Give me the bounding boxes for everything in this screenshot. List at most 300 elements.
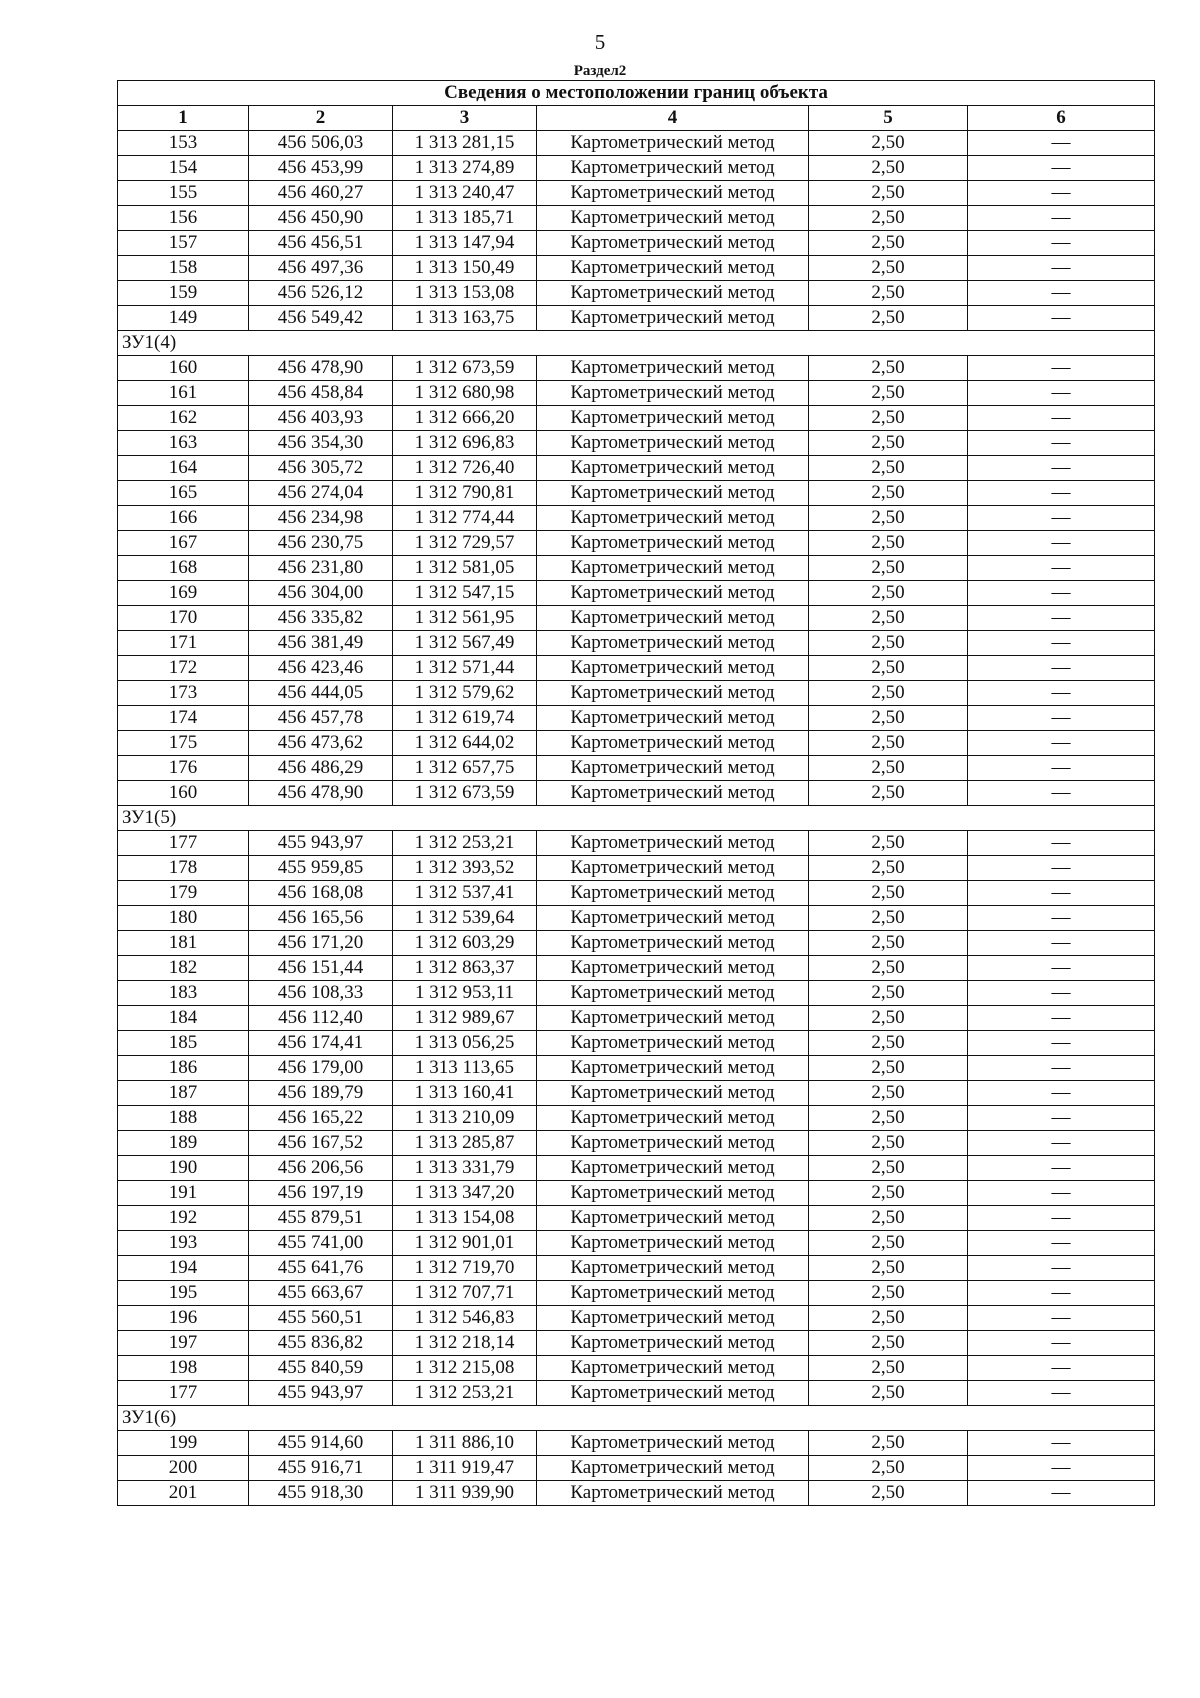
cell-y-coordinate: 1 312 680,98 (393, 381, 537, 406)
cell-method: Картометрический метод (537, 1156, 809, 1181)
cell-description: — (968, 1431, 1155, 1456)
cell-y-coordinate: 1 312 215,08 (393, 1356, 537, 1381)
cell-method: Картометрический метод (537, 406, 809, 431)
cell-method: Картометрический метод (537, 681, 809, 706)
cell-accuracy: 2,50 (809, 831, 968, 856)
cell-method: Картометрический метод (537, 1481, 809, 1506)
cell-x-coordinate: 455 560,51 (249, 1306, 393, 1331)
cell-y-coordinate: 1 312 537,41 (393, 881, 537, 906)
cell-point-number: 166 (118, 506, 249, 531)
cell-method: Картометрический метод (537, 1206, 809, 1231)
cell-x-coordinate: 456 151,44 (249, 956, 393, 981)
cell-point-number: 190 (118, 1156, 249, 1181)
cell-point-number: 183 (118, 981, 249, 1006)
cell-point-number: 185 (118, 1031, 249, 1056)
table-row (118, 1081, 1155, 1106)
cell-description: — (968, 856, 1155, 881)
table-row (118, 1031, 1155, 1056)
cell-y-coordinate: 1 312 901,01 (393, 1231, 537, 1256)
cell-x-coordinate: 456 381,49 (249, 631, 393, 656)
cell-point-number: 175 (118, 731, 249, 756)
cell-method: Картометрический метод (537, 1006, 809, 1031)
cell-y-coordinate: 1 313 285,87 (393, 1131, 537, 1156)
cell-y-coordinate: 1 312 719,70 (393, 1256, 537, 1281)
cell-x-coordinate: 456 456,51 (249, 231, 393, 256)
cell-accuracy: 2,50 (809, 1156, 968, 1181)
cell-x-coordinate: 456 171,20 (249, 931, 393, 956)
cell-description: — (968, 1356, 1155, 1381)
cell-method: Картометрический метод (537, 1106, 809, 1131)
cell-accuracy: 2,50 (809, 256, 968, 281)
group-label: ЗУ1(4) (118, 331, 1155, 356)
cell-description: — (968, 1006, 1155, 1031)
cell-accuracy: 2,50 (809, 1356, 968, 1381)
cell-point-number: 157 (118, 231, 249, 256)
cell-accuracy: 2,50 (809, 981, 968, 1006)
cell-method: Картометрический метод (537, 1381, 809, 1406)
cell-point-number: 159 (118, 281, 249, 306)
cell-point-number: 170 (118, 606, 249, 631)
cell-point-number: 160 (118, 356, 249, 381)
cell-x-coordinate: 456 165,22 (249, 1106, 393, 1131)
cell-accuracy: 2,50 (809, 231, 968, 256)
cell-description: — (968, 631, 1155, 656)
cell-method: Картометрический метод (537, 1031, 809, 1056)
table-row (118, 1156, 1155, 1181)
cell-y-coordinate: 1 312 539,64 (393, 906, 537, 931)
cell-method: Картометрический метод (537, 1081, 809, 1106)
cell-point-number: 163 (118, 431, 249, 456)
cell-x-coordinate: 455 663,67 (249, 1281, 393, 1306)
cell-x-coordinate: 456 478,90 (249, 781, 393, 806)
cell-point-number: 199 (118, 1431, 249, 1456)
cell-description: — (968, 231, 1155, 256)
cell-y-coordinate: 1 312 644,02 (393, 731, 537, 756)
table-row (118, 1056, 1155, 1081)
table-row (118, 181, 1155, 206)
column-header-1: 1 (118, 106, 249, 131)
cell-y-coordinate: 1 312 218,14 (393, 1331, 537, 1356)
cell-x-coordinate: 456 450,90 (249, 206, 393, 231)
cell-description: — (968, 931, 1155, 956)
cell-point-number: 193 (118, 1231, 249, 1256)
cell-accuracy: 2,50 (809, 1381, 968, 1406)
cell-accuracy: 2,50 (809, 581, 968, 606)
cell-x-coordinate: 456 168,08 (249, 881, 393, 906)
cell-description: — (968, 1456, 1155, 1481)
table-caption: Сведения о местоположении границ объекта (118, 81, 1155, 106)
table-row (118, 656, 1155, 681)
cell-method: Картометрический метод (537, 1231, 809, 1256)
cell-description: — (968, 1331, 1155, 1356)
cell-y-coordinate: 1 312 666,20 (393, 406, 537, 431)
column-header-5: 5 (809, 106, 968, 131)
cell-accuracy: 2,50 (809, 1256, 968, 1281)
cell-accuracy: 2,50 (809, 531, 968, 556)
cell-accuracy: 2,50 (809, 481, 968, 506)
cell-point-number: 177 (118, 1381, 249, 1406)
cell-accuracy: 2,50 (809, 1031, 968, 1056)
cell-accuracy: 2,50 (809, 606, 968, 631)
table-row (118, 131, 1155, 156)
cell-y-coordinate: 1 313 331,79 (393, 1156, 537, 1181)
cell-x-coordinate: 455 836,82 (249, 1331, 393, 1356)
cell-x-coordinate: 456 403,93 (249, 406, 393, 431)
cell-x-coordinate: 456 453,99 (249, 156, 393, 181)
cell-x-coordinate: 455 641,76 (249, 1256, 393, 1281)
cell-accuracy: 2,50 (809, 306, 968, 331)
cell-method: Картометрический метод (537, 581, 809, 606)
cell-x-coordinate: 456 497,36 (249, 256, 393, 281)
group-label: ЗУ1(6) (118, 1406, 1155, 1431)
table-row (118, 1256, 1155, 1281)
table-row (118, 1331, 1155, 1356)
cell-y-coordinate: 1 312 603,29 (393, 931, 537, 956)
cell-description: — (968, 581, 1155, 606)
cell-accuracy: 2,50 (809, 681, 968, 706)
cell-point-number: 153 (118, 131, 249, 156)
column-header-2: 2 (249, 106, 393, 131)
cell-description: — (968, 1031, 1155, 1056)
cell-x-coordinate: 455 741,00 (249, 1231, 393, 1256)
cell-description: — (968, 356, 1155, 381)
cell-accuracy: 2,50 (809, 406, 968, 431)
cell-method: Картометрический метод (537, 656, 809, 681)
cell-point-number: 158 (118, 256, 249, 281)
cell-x-coordinate: 456 478,90 (249, 356, 393, 381)
cell-method: Картометрический метод (537, 381, 809, 406)
cell-method: Картометрический метод (537, 1356, 809, 1381)
cell-method: Картометрический метод (537, 731, 809, 756)
cell-y-coordinate: 1 313 240,47 (393, 181, 537, 206)
cell-x-coordinate: 456 231,80 (249, 556, 393, 581)
column-header-3: 3 (393, 106, 537, 131)
cell-accuracy: 2,50 (809, 631, 968, 656)
cell-description: — (968, 1156, 1155, 1181)
table-row (118, 1231, 1155, 1256)
table-row (118, 156, 1155, 181)
cell-description: — (968, 906, 1155, 931)
cell-method: Картометрический метод (537, 1281, 809, 1306)
cell-method: Картометрический метод (537, 506, 809, 531)
cell-y-coordinate: 1 312 863,37 (393, 956, 537, 981)
cell-point-number: 173 (118, 681, 249, 706)
cell-y-coordinate: 1 312 790,81 (393, 481, 537, 506)
cell-accuracy: 2,50 (809, 906, 968, 931)
cell-description: — (968, 481, 1155, 506)
cell-x-coordinate: 455 916,71 (249, 1456, 393, 1481)
cell-point-number: 198 (118, 1356, 249, 1381)
cell-y-coordinate: 1 312 561,95 (393, 606, 537, 631)
cell-x-coordinate: 456 549,42 (249, 306, 393, 331)
cell-y-coordinate: 1 313 163,75 (393, 306, 537, 331)
cell-y-coordinate: 1 311 886,10 (393, 1431, 537, 1456)
table-row (118, 1106, 1155, 1131)
cell-description: — (968, 1181, 1155, 1206)
cell-description: — (968, 1056, 1155, 1081)
cell-accuracy: 2,50 (809, 931, 968, 956)
cell-x-coordinate: 456 458,84 (249, 381, 393, 406)
cell-x-coordinate: 456 335,82 (249, 606, 393, 631)
cell-x-coordinate: 456 444,05 (249, 681, 393, 706)
table-row (118, 1131, 1155, 1156)
cell-description: — (968, 406, 1155, 431)
cell-y-coordinate: 1 313 281,15 (393, 131, 537, 156)
cell-x-coordinate: 456 486,29 (249, 756, 393, 781)
cell-accuracy: 2,50 (809, 1006, 968, 1031)
cell-method: Картометрический метод (537, 606, 809, 631)
cell-y-coordinate: 1 313 160,41 (393, 1081, 537, 1106)
cell-method: Картометрический метод (537, 906, 809, 931)
cell-description: — (968, 506, 1155, 531)
cell-description: — (968, 706, 1155, 731)
cell-y-coordinate: 1 312 774,44 (393, 506, 537, 531)
cell-x-coordinate: 455 840,59 (249, 1356, 393, 1381)
cell-point-number: 168 (118, 556, 249, 581)
table-row (118, 606, 1155, 631)
table-row (118, 481, 1155, 506)
cell-accuracy: 2,50 (809, 206, 968, 231)
cell-method: Картометрический метод (537, 256, 809, 281)
table-row (118, 756, 1155, 781)
cell-x-coordinate: 456 167,52 (249, 1131, 393, 1156)
cell-x-coordinate: 455 943,97 (249, 1381, 393, 1406)
cell-accuracy: 2,50 (809, 756, 968, 781)
cell-y-coordinate: 1 312 619,74 (393, 706, 537, 731)
cell-description: — (968, 1256, 1155, 1281)
cell-method: Картометрический метод (537, 431, 809, 456)
cell-x-coordinate: 456 206,56 (249, 1156, 393, 1181)
cell-point-number: 154 (118, 156, 249, 181)
cell-y-coordinate: 1 312 567,49 (393, 631, 537, 656)
cell-point-number: 184 (118, 1006, 249, 1031)
cell-point-number: 160 (118, 781, 249, 806)
cell-description: — (968, 306, 1155, 331)
cell-point-number: 155 (118, 181, 249, 206)
cell-point-number: 149 (118, 306, 249, 331)
cell-method: Картометрический метод (537, 856, 809, 881)
cell-accuracy: 2,50 (809, 1131, 968, 1156)
cell-y-coordinate: 1 312 729,57 (393, 531, 537, 556)
cell-accuracy: 2,50 (809, 731, 968, 756)
column-header-row (118, 106, 1155, 131)
cell-accuracy: 2,50 (809, 456, 968, 481)
cell-accuracy: 2,50 (809, 1181, 968, 1206)
cell-description: — (968, 531, 1155, 556)
cell-point-number: 192 (118, 1206, 249, 1231)
cell-description: — (968, 156, 1155, 181)
column-header-6: 6 (968, 106, 1155, 131)
cell-method: Картометрический метод (537, 481, 809, 506)
cell-accuracy: 2,50 (809, 281, 968, 306)
cell-y-coordinate: 1 312 546,83 (393, 1306, 537, 1331)
cell-accuracy: 2,50 (809, 431, 968, 456)
cell-point-number: 177 (118, 831, 249, 856)
cell-y-coordinate: 1 313 210,09 (393, 1106, 537, 1131)
cell-method: Картометрический метод (537, 1131, 809, 1156)
cell-point-number: 161 (118, 381, 249, 406)
table-row (118, 631, 1155, 656)
cell-point-number: 188 (118, 1106, 249, 1131)
cell-description: — (968, 1381, 1155, 1406)
cell-point-number: 196 (118, 1306, 249, 1331)
cell-point-number: 164 (118, 456, 249, 481)
cell-point-number: 200 (118, 1456, 249, 1481)
cell-x-coordinate: 455 959,85 (249, 856, 393, 881)
table-row (118, 681, 1155, 706)
cell-accuracy: 2,50 (809, 956, 968, 981)
cell-point-number: 180 (118, 906, 249, 931)
cell-method: Картометрический метод (537, 781, 809, 806)
cell-method: Картометрический метод (537, 1331, 809, 1356)
cell-point-number: 156 (118, 206, 249, 231)
cell-x-coordinate: 456 108,33 (249, 981, 393, 1006)
cell-x-coordinate: 455 918,30 (249, 1481, 393, 1506)
cell-description: — (968, 956, 1155, 981)
cell-x-coordinate: 456 230,75 (249, 531, 393, 556)
cell-point-number: 191 (118, 1181, 249, 1206)
group-row (118, 331, 1155, 356)
table-row (118, 1281, 1155, 1306)
cell-x-coordinate: 456 179,00 (249, 1056, 393, 1081)
cell-method: Картометрический метод (537, 881, 809, 906)
cell-point-number: 176 (118, 756, 249, 781)
cell-y-coordinate: 1 313 347,20 (393, 1181, 537, 1206)
cell-description: — (968, 606, 1155, 631)
table-row (118, 906, 1155, 931)
table-row (118, 531, 1155, 556)
cell-y-coordinate: 1 312 253,21 (393, 1381, 537, 1406)
cell-accuracy: 2,50 (809, 1481, 968, 1506)
cell-accuracy: 2,50 (809, 156, 968, 181)
cell-accuracy: 2,50 (809, 506, 968, 531)
table-row (118, 1431, 1155, 1456)
cell-point-number: 179 (118, 881, 249, 906)
cell-point-number: 201 (118, 1481, 249, 1506)
cell-accuracy: 2,50 (809, 1231, 968, 1256)
table-row (118, 781, 1155, 806)
cell-description: — (968, 281, 1155, 306)
cell-x-coordinate: 456 506,03 (249, 131, 393, 156)
cell-accuracy: 2,50 (809, 131, 968, 156)
cell-accuracy: 2,50 (809, 856, 968, 881)
cell-method: Картометрический метод (537, 1181, 809, 1206)
cell-description: — (968, 656, 1155, 681)
cell-description: — (968, 1231, 1155, 1256)
cell-point-number: 169 (118, 581, 249, 606)
cell-x-coordinate: 456 274,04 (249, 481, 393, 506)
cell-point-number: 172 (118, 656, 249, 681)
table-row (118, 306, 1155, 331)
cell-y-coordinate: 1 313 113,65 (393, 1056, 537, 1081)
table-row (118, 856, 1155, 881)
section-label: Раздел2 (573, 63, 627, 79)
cell-point-number: 165 (118, 481, 249, 506)
table-row (118, 556, 1155, 581)
cell-accuracy: 2,50 (809, 1281, 968, 1306)
table-row (118, 281, 1155, 306)
table-row (118, 1206, 1155, 1231)
cell-point-number: 182 (118, 956, 249, 981)
table-row (118, 206, 1155, 231)
cell-point-number: 186 (118, 1056, 249, 1081)
cell-method: Картометрический метод (537, 1056, 809, 1081)
cell-y-coordinate: 1 313 153,08 (393, 281, 537, 306)
table-row (118, 981, 1155, 1006)
cell-accuracy: 2,50 (809, 1206, 968, 1231)
cell-y-coordinate: 1 313 150,49 (393, 256, 537, 281)
cell-point-number: 189 (118, 1131, 249, 1156)
cell-accuracy: 2,50 (809, 881, 968, 906)
cell-description: — (968, 431, 1155, 456)
cell-y-coordinate: 1 312 579,62 (393, 681, 537, 706)
cell-x-coordinate: 456 473,62 (249, 731, 393, 756)
table-head (118, 81, 1155, 131)
cell-description: — (968, 1306, 1155, 1331)
table-row (118, 731, 1155, 756)
cell-x-coordinate: 456 197,19 (249, 1181, 393, 1206)
cell-accuracy: 2,50 (809, 656, 968, 681)
group-row (118, 806, 1155, 831)
cell-y-coordinate: 1 312 673,59 (393, 356, 537, 381)
table-row (118, 1381, 1155, 1406)
page-number: 5 (594, 30, 606, 54)
cell-description: — (968, 756, 1155, 781)
table-row (118, 931, 1155, 956)
cell-x-coordinate: 456 234,98 (249, 506, 393, 531)
group-label: ЗУ1(5) (118, 806, 1155, 831)
cell-accuracy: 2,50 (809, 181, 968, 206)
table-row (118, 1181, 1155, 1206)
cell-method: Картометрический метод (537, 356, 809, 381)
cell-description: — (968, 1106, 1155, 1131)
cell-y-coordinate: 1 313 056,25 (393, 1031, 537, 1056)
cell-method: Картометрический метод (537, 556, 809, 581)
table-row (118, 406, 1155, 431)
cell-x-coordinate: 456 457,78 (249, 706, 393, 731)
cell-accuracy: 2,50 (809, 1456, 968, 1481)
cell-method: Картометрический метод (537, 131, 809, 156)
cell-y-coordinate: 1 313 274,89 (393, 156, 537, 181)
cell-y-coordinate: 1 312 707,71 (393, 1281, 537, 1306)
cell-point-number: 171 (118, 631, 249, 656)
cell-y-coordinate: 1 312 571,44 (393, 656, 537, 681)
column-header-4: 4 (537, 106, 809, 131)
cell-y-coordinate: 1 312 696,83 (393, 431, 537, 456)
cell-description: — (968, 181, 1155, 206)
table-row (118, 456, 1155, 481)
cell-description: — (968, 781, 1155, 806)
cell-x-coordinate: 456 354,30 (249, 431, 393, 456)
cell-point-number: 174 (118, 706, 249, 731)
cell-method: Картометрический метод (537, 456, 809, 481)
cell-method: Картометрический метод (537, 706, 809, 731)
cell-point-number: 162 (118, 406, 249, 431)
cell-point-number: 195 (118, 1281, 249, 1306)
cell-y-coordinate: 1 312 581,05 (393, 556, 537, 581)
cell-y-coordinate: 1 311 919,47 (393, 1456, 537, 1481)
caption-row (118, 81, 1155, 106)
cell-y-coordinate: 1 312 393,52 (393, 856, 537, 881)
table-row (118, 1006, 1155, 1031)
cell-method: Картометрический метод (537, 956, 809, 981)
cell-method: Картометрический метод (537, 831, 809, 856)
cell-description: — (968, 731, 1155, 756)
table-row (118, 881, 1155, 906)
cell-y-coordinate: 1 312 547,15 (393, 581, 537, 606)
cell-method: Картометрический метод (537, 1431, 809, 1456)
cell-description: — (968, 131, 1155, 156)
